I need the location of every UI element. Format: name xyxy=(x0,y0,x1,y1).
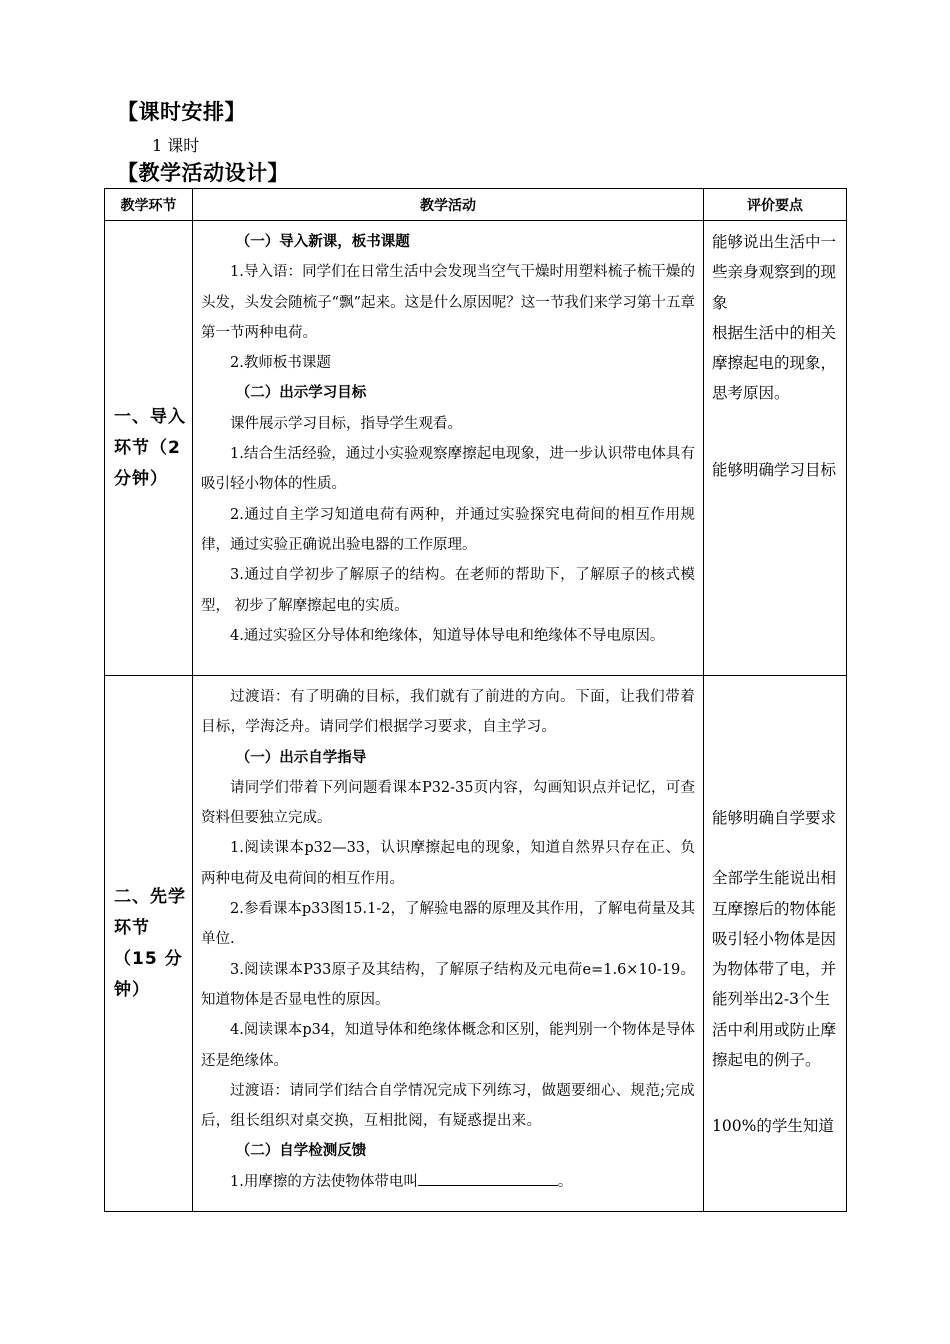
table-row xyxy=(105,676,847,1212)
column-header-stage: 教学环节 xyxy=(105,189,193,221)
answer-blank xyxy=(418,1171,558,1186)
activity-paragraph: 2.参看课本p33图15.1-2，了解验电器的原理及其作用，了解电荷量及其单位. xyxy=(201,901,695,948)
activity-paragraph: 3.阅读课本P33原子及其结构，了解原子结构及元电荷e=1.6×10-19。知道物体是否显电性的原因。 xyxy=(201,961,695,1008)
eval-point: 能够明确学习目标 xyxy=(712,460,837,479)
table-row xyxy=(105,221,847,676)
activity-paragraph: 4.阅读课本p34，知道导体和绝缘体概念和区别，能判别一个物体是导体还是绝缘体。 xyxy=(201,1022,695,1069)
column-header-activity: 教学活动 xyxy=(193,189,704,221)
activity-paragraph: 课件展示学习目标，指导学生观看。 xyxy=(230,415,462,432)
activity-paragraph: 过渡语：请同学们结合自学情况完成下列练习，做题要细心、规范;完成后，组长组织对桌交换，互相批阅，有疑惑提出来。 xyxy=(201,1082,695,1130)
activity-paragraph: 3.通过自学初步了解原子的结构。在老师的帮助下，了解原子的核式模型， 初步了解摩擦起电的实质。 xyxy=(201,567,695,614)
activity-heading: （一）出示自学指导 xyxy=(235,749,367,766)
eval-cell xyxy=(704,221,847,676)
exercise-question-text: 1.用摩擦的方法使物体带电叫 xyxy=(230,1173,418,1190)
table-header-row xyxy=(105,189,847,221)
activity-paragraph: 1.阅读课本p32—33，认识摩擦起电的现象，知道自然界只存在正、负两种电荷及电荷间的相互作用。 xyxy=(201,840,695,887)
eval-point: 根据生活中的相关摩擦起电的现象，思考原因。 xyxy=(712,323,837,403)
stage-cell: 二、先学环节（15 分钟） xyxy=(105,676,193,1212)
activity-heading: （二）自学检测反馈 xyxy=(235,1143,367,1160)
activity-table xyxy=(104,188,847,1212)
eval-point: 能够说出生活中一些亲身观察到的现象 xyxy=(712,233,837,312)
activity-paragraph: 4.通过实验区分导体和绝缘体，知道导体导电和绝缘体不导电原因。 xyxy=(230,627,665,644)
activity-paragraph: 2.教师板书课题 xyxy=(230,355,331,372)
period-text: 1 课时 xyxy=(152,136,200,155)
activity-paragraph: 1.导入语：同学们在日常生活中会发现当空气干燥时用塑料梳子梳干燥的头发，头发会随梳子“飘”起来。这是什么原因呢？这一节我们来学习第十五章第一节两种电荷。 xyxy=(201,264,695,341)
activity-heading: （二）出示学习目标 xyxy=(235,385,367,402)
eval-point: 100%的学生知道 xyxy=(712,1117,834,1136)
eval-cell xyxy=(704,676,847,1212)
design-heading: 【教学活动设计】 xyxy=(117,161,289,185)
eval-point: 全部学生能说出相互摩擦后的物体能吸引轻小物体是因为物体带了电，并能列举出2-3个生活中利用或防止摩擦起电的例子。 xyxy=(712,869,837,1070)
activity-paragraph: 2.通过自主学习知道电荷有两种，并通过实验探究电荷间的相互作用规律，通过实验正确说出验电器的工作原理。 xyxy=(201,506,695,553)
activity-cell xyxy=(193,676,704,1212)
exercise-question xyxy=(201,1167,695,1197)
schedule-heading: 【课时安排】 xyxy=(117,100,246,124)
eval-point: 能够明确自学要求 xyxy=(712,809,837,827)
stage-cell: 一、导入环节（2分钟） xyxy=(105,221,193,676)
exercise-question-end: 。 xyxy=(557,1173,573,1190)
activity-paragraph: 过渡语：有了明确的目标，我们就有了前进的方向。下面，让我们带着目标，学海泛舟。请同学们根据学习要求，自主学习。 xyxy=(201,689,695,736)
activity-heading: （一）导入新课，板书课题 xyxy=(235,234,410,250)
activity-paragraph: 1.结合生活经验，通过小实验观察摩擦起电现象，进一步认识带电体具有吸引轻小物体的性质。 xyxy=(201,446,695,493)
column-header-eval: 评价要点 xyxy=(704,189,847,221)
activity-paragraph: 请同学们带着下列问题看课本P32-35页内容，勾画知识点并记忆，可查资料但要独立完成。 xyxy=(201,779,695,827)
activity-cell xyxy=(193,221,704,676)
